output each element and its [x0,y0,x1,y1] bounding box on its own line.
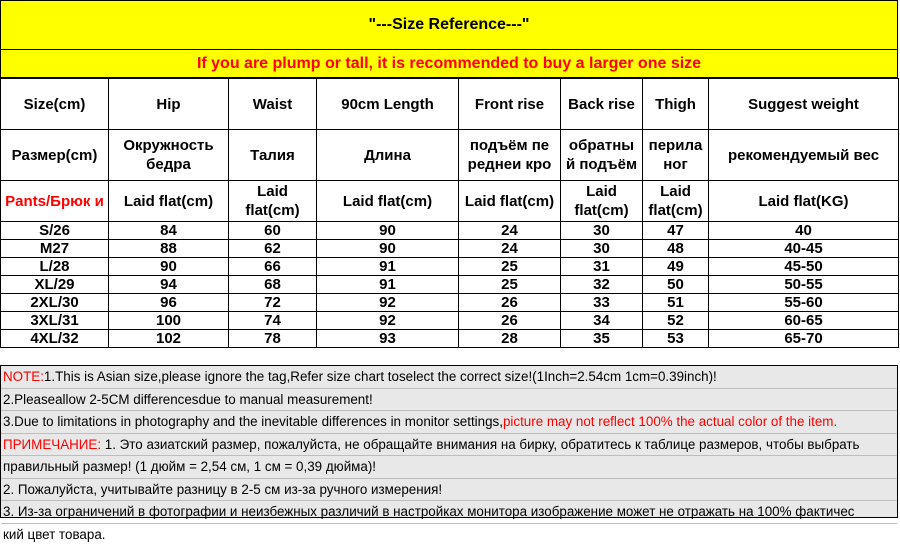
header-en-cell: Thigh [643,79,709,130]
header-ru-cell: Талия [229,130,317,181]
size-value-cell: 88 [109,240,229,258]
note-ru-label: ПРИМЕЧАНИЕ: [3,437,101,452]
header-ru-cell: перила ног [643,130,709,181]
size-label-cell: 2XL/30 [1,294,109,312]
size-value-cell: 91 [317,276,459,294]
size-value-cell: 94 [109,276,229,294]
size-value-cell: 26 [459,312,561,330]
size-value-cell: 24 [459,240,561,258]
note-line-ru-3-cont: кий цвет товара. [1,524,897,545]
notes-panel [0,365,898,518]
size-label-cell: 4XL/32 [1,330,109,348]
note-3-text: 3.Due to limitations in photography and the inevitable differences in monitor settings, [3,414,503,429]
size-value-cell: 90 [317,240,459,258]
size-value-cell: 62 [229,240,317,258]
size-table-body [1,79,899,348]
header-en-cell: Front rise [459,79,561,130]
size-value-cell: 51 [643,294,709,312]
header-laid-cell: Laid flat(cm) [459,181,561,222]
size-value-cell: 48 [643,240,709,258]
header-en-cell: 90cm Length [317,79,459,130]
header-en-cell: Waist [229,79,317,130]
header-laid-cell: Laid flat(cm) [643,181,709,222]
size-warning: If you are plump or tall, it is recommended to buy a larger one size [0,50,898,78]
size-label-cell: 3XL/31 [1,312,109,330]
note-line-1 [1,366,897,389]
note-ru-1-text: 1. Это азиатский размер, пожалуйста, не обращайте внимания на бирку, обратитесь к таблице размеров, чтобы выбрать [101,437,859,452]
header-laid-cell: Pants/Брюк и [1,181,109,222]
table-row [1,240,899,258]
size-value-cell: 90 [317,222,459,240]
note-line-ru-2: 2. Пожалуйста, учитывайте разницу в 2-5 см из-за ручного измерения! [1,479,897,502]
table-row [1,294,899,312]
size-value-cell: 28 [459,330,561,348]
header-laid-row [1,181,899,222]
header-en-cell: Back rise [561,79,643,130]
size-value-cell: 25 [459,276,561,294]
size-value-cell: 31 [561,258,643,276]
header-ru-cell: обратны й подъём [561,130,643,181]
table-row [1,222,899,240]
header-en-cell: Suggest weight [709,79,899,130]
note-label: NOTE: [3,369,44,384]
size-value-cell: 91 [317,258,459,276]
size-value-cell: 60 [229,222,317,240]
size-value-cell: 24 [459,222,561,240]
table-row [1,258,899,276]
header-en-cell: Size(cm) [1,79,109,130]
size-value-cell: 25 [459,258,561,276]
size-label-cell: XL/29 [1,276,109,294]
header-en-row [1,79,899,130]
size-value-cell: 93 [317,330,459,348]
note-line-ru-3: 3. Из-за ограничений в фотографии и неизбежных различий в настройках монитора изображение может не отражать на 100% фактичес [1,501,897,524]
size-label-cell: M27 [1,240,109,258]
size-value-cell: 102 [109,330,229,348]
size-value-cell: 30 [561,240,643,258]
size-value-cell: 74 [229,312,317,330]
note-3-red: picture may not reflect 100% the actual color of the item. [503,414,837,429]
header-laid-cell: Laid flat(cm) [561,181,643,222]
header-laid-cell: Laid flat(cm) [229,181,317,222]
size-value-cell: 72 [229,294,317,312]
table-row [1,276,899,294]
note-1-text: 1.This is Asian size,please ignore the tag,Refer size chart toselect the correct size!(1Inch=2.54cm 1cm=0.39inch)! [44,369,717,384]
note-line-ru-1 [1,434,897,457]
size-value-cell: 49 [643,258,709,276]
size-value-cell: 33 [561,294,643,312]
size-table [0,78,899,348]
size-value-cell: 40 [709,222,899,240]
size-value-cell: 45-50 [709,258,899,276]
header-ru-cell: Окружность бедра [109,130,229,181]
note-line-2: 2.Pleaseallow 2-5CM differencesdue to manual measurement! [1,389,897,412]
table-row [1,312,899,330]
size-value-cell: 65-70 [709,330,899,348]
header-en-cell: Hip [109,79,229,130]
size-value-cell: 84 [109,222,229,240]
size-value-cell: 90 [109,258,229,276]
size-value-cell: 50 [643,276,709,294]
header-laid-cell: Laid flat(KG) [709,181,899,222]
size-value-cell: 78 [229,330,317,348]
size-label-cell: L/28 [1,258,109,276]
size-value-cell: 66 [229,258,317,276]
header-ru-row [1,130,899,181]
size-value-cell: 50-55 [709,276,899,294]
header-laid-cell: Laid flat(cm) [109,181,229,222]
size-value-cell: 47 [643,222,709,240]
note-line-3 [1,411,897,434]
size-value-cell: 30 [561,222,643,240]
note-line-ru-1-cont: правильный размер! (1 дюйм = 2,54 см, 1 см = 0,39 дюйма)! [1,456,897,479]
size-value-cell: 40-45 [709,240,899,258]
header-ru-cell: рекомендуемый вес [709,130,899,181]
size-value-cell: 92 [317,312,459,330]
header-ru-cell: Размер(cm) [1,130,109,181]
size-value-cell: 68 [229,276,317,294]
size-value-cell: 35 [561,330,643,348]
size-value-cell: 52 [643,312,709,330]
size-value-cell: 26 [459,294,561,312]
header-ru-cell: Длина [317,130,459,181]
size-value-cell: 53 [643,330,709,348]
size-value-cell: 96 [109,294,229,312]
size-value-cell: 92 [317,294,459,312]
size-value-cell: 34 [561,312,643,330]
table-row [1,330,899,348]
header-ru-cell: подъём пе реднеи кро [459,130,561,181]
size-value-cell: 100 [109,312,229,330]
size-value-cell: 60-65 [709,312,899,330]
size-value-cell: 32 [561,276,643,294]
size-label-cell: S/26 [1,222,109,240]
size-reference-title: "---Size Reference---" [0,0,898,50]
size-value-cell: 55-60 [709,294,899,312]
header-laid-cell: Laid flat(cm) [317,181,459,222]
